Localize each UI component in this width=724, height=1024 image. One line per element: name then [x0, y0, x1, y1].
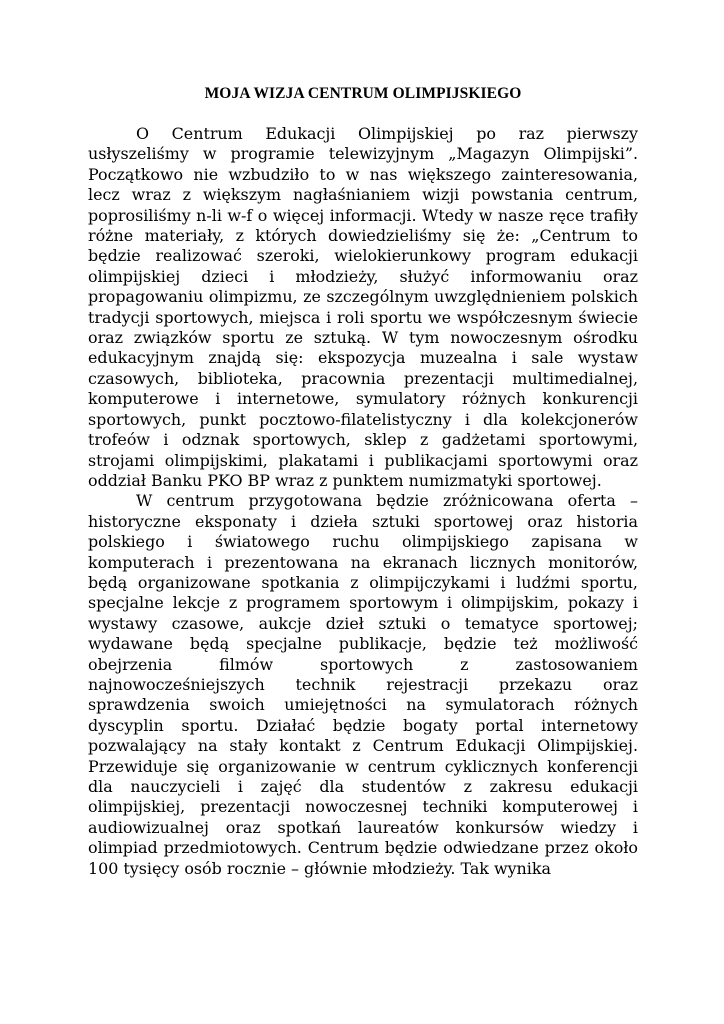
paragraph-2: W centrum przygotowana będzie zróżnicowana oferta – historyczne eksponaty i dzieła sztuki sportowej oraz historia polskiego i światowego ruchu olimpijskiego zapisana w komputerach i prezentowana na ekranach licznych monitorów, będą organizowane spotkania z olimpijczykami i ludźmi sportu, specjalne lekcje z programem sportowym i olimpijskim, pokazy i wystawy czasowe, aukcje dzieł sztuki o tematyce sportowej; wydawane będą specjalne publikacje, będzie też możliwość obejrzenia filmów sportowych z zastosowaniem najnowocześniejszych technik rejestracji przekazu oraz sprawdzenia swoich umiejętności na symulatorach różnych dyscyplin sportu. Działać będzie bogaty portal internetowy pozwalający na stały kontakt z Centrum Edukacji Olimpijskiej. Przewiduje się organizowanie w centrum cyklicznych konferencji dla nauczycieli i zajęć dla studentów z zakresu edukacji olimpijskiej, prezentacji nowoczesnej techniki komputerowej i audiowizualnej oraz spotkań laureatów konkursów wiedzy i olimpiad przedmiotowych. Centrum będzie odwiedzane przez około 100 tysięcy osób rocznie – głównie młodzieży. Tak wynika — [88, 491, 638, 878]
document-page — [88, 84, 638, 879]
document-title: MOJA WIZJA CENTRUM OLIMPIJSKIEGO — [204, 85, 522, 102]
paragraph-1: O Centrum Edukacji Olimpijskiej po raz pierwszy usłyszeliśmy w programie telewizyjnym „Magazyn Olimpijski”. Początkowo nie wzbudziło to w nas większego zainteresowania, lecz wraz z większym nagłaśnianiem wizji powstania centrum, poprosiliśmy n-li w-f o więcej informacji. Wtedy w nasze ręce trafiły różne materiały, z których dowiedzieliśmy się że: „Centrum to będzie realizować szeroki, wielokierunkowy program edukacji olimpijskiej dzieci i młodzieży, służyć informowaniu oraz propagowaniu olimpizmu, ze szczególnym uwzględnieniem polskich tradycji sportowych, miejsca i roli sportu we współczesnym świecie oraz związków sportu ze sztuką. W tym nowoczesnym ośrodku edukacyjnym znajdą się: ekspozycja muzealna i sale wystaw czasowych, biblioteka, pracownia prezentacji multimedialnej, komputerowe i internetowe, symulatory różnych konkurencji sportowych, punkt pocztowo-filatelistyczny i dla kolekcjonerów trofeów i odznak sportowych, sklep z gadżetami sportowymi, strojami olimpijskimi, plakatami i publikacjami sportowymi oraz oddział Banku PKO BP wraz z punktem numizmatyki sportowej. — [88, 124, 638, 490]
